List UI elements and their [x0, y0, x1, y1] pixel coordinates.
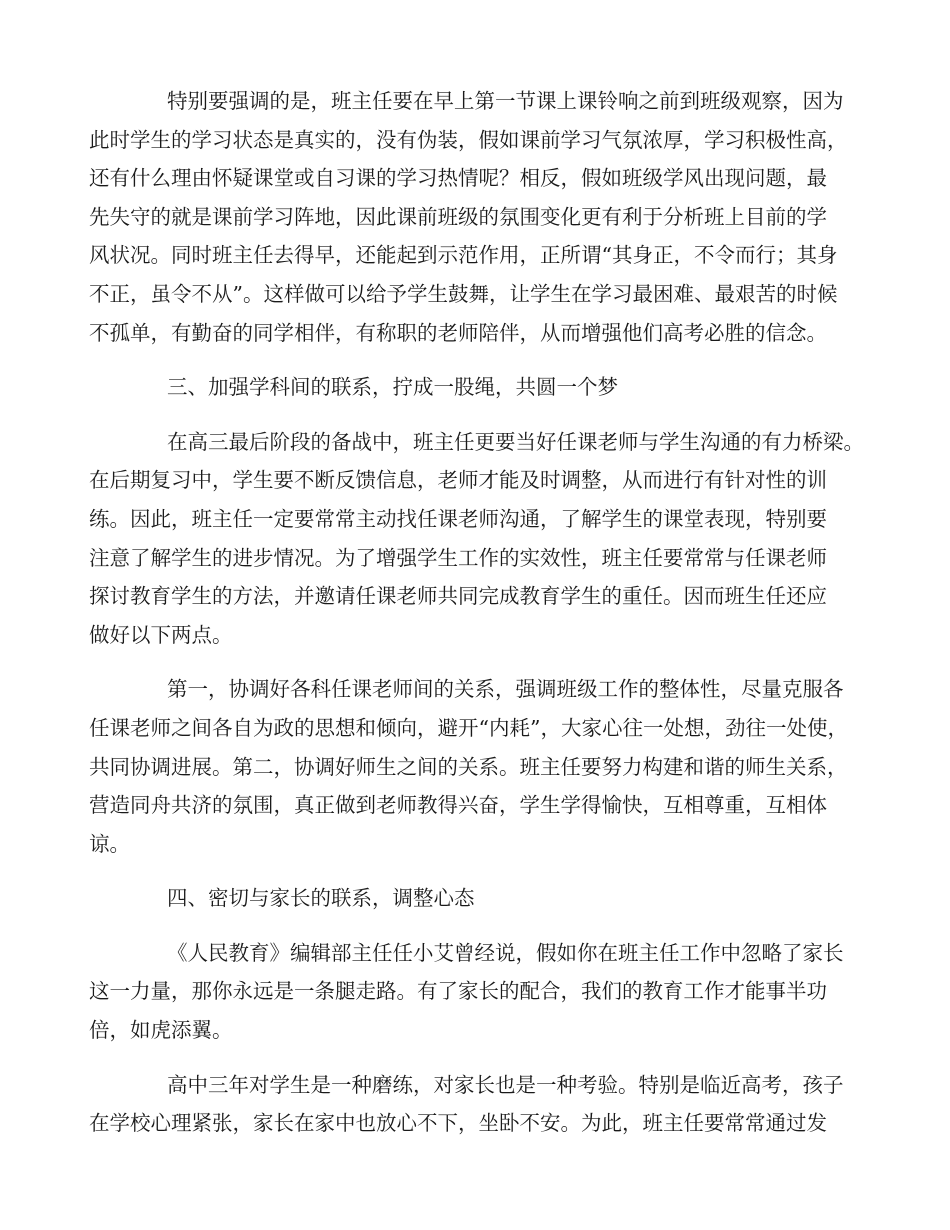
section-heading-three: [89, 368, 869, 407]
paragraph-line: 风状况。同时班主任去得早，还能起到示范作用，正所谓“其身正，不令而行；其身: [89, 243, 838, 268]
paragraph-line: 倍，如虎添翼。: [89, 1018, 233, 1043]
paragraph-line: 注意了解学生的进步情况。为了增强学生工作的实效性，班主任要常常与任课老师: [89, 545, 827, 570]
document-body: [89, 82, 869, 1143]
paragraph-gap: [89, 918, 869, 934]
section-heading: 四、密切与家长的联系，调整心态: [167, 886, 475, 911]
paragraph-line: 做好以下两点。: [89, 622, 233, 647]
paragraph-bridge: [89, 423, 869, 655]
paragraph-line: 此时学生的学习状态是真实的，没有伪装，假如课前学习气氛浓厚，学习积极性高，: [89, 127, 848, 152]
paragraph-line: 营造同舟共济的氛围，真正做到老师教得兴奋，学生学得愉快，互相尊重，互相体: [89, 793, 827, 818]
paragraph-line: 第一，协调好各科任课老师间的关系，强调班级工作的整体性，尽量克服各: [167, 677, 844, 702]
paragraph-line: 《人民教育》编辑部主任任小艾曾经说，假如你在班主任工作中忽略了家长: [167, 940, 844, 965]
paragraph-line: 这一力量，那你永远是一条腿走路。有了家长的配合，我们的教育工作才能事半功: [89, 979, 827, 1004]
section-heading-four: [89, 879, 869, 918]
paragraph-line: 练。因此，班主任一定要常常主动找任课老师沟通，了解学生的课堂表现，特别要: [89, 506, 827, 531]
paragraph-line: 不孤单，有勤奋的同学相伴，有称职的老师陪伴，从而增强他们高考必胜的信念。: [89, 320, 827, 345]
paragraph-line: 先失守的就是课前学习阵地，因此课前班级的氛围变化更有利于分析班上目前的学: [89, 204, 827, 229]
paragraph-line: 在高三最后阶段的备战中，班主任更要当好任课老师与学生沟通的有力桥梁。: [167, 429, 864, 454]
paragraph-gap: [89, 654, 869, 670]
paragraph-line: 特别要强调的是，班主任要在早上第一节课上课铃响之前到班级观察，因为: [167, 89, 844, 113]
paragraph-line: 高中三年对学生是一种磨练，对家长也是一种考验。特别是临近高考，孩子: [167, 1072, 844, 1097]
paragraph-gap: [89, 352, 869, 368]
paragraph-gap: [89, 863, 869, 879]
paragraph-line: 在后期复习中，学生要不断反馈信息，老师才能及时调整，从而进行有针对性的训: [89, 468, 827, 493]
paragraph-line: 不正，虽令不从”。这样做可以给予学生鼓舞，让学生在学习最困难、最艰苦的时候: [89, 281, 838, 306]
section-heading: 三、加强学科间的联系，拧成一股绳，共圆一个梦: [167, 375, 618, 400]
paragraph-observation: [89, 82, 869, 352]
paragraph-line: 在学校心理紧张，家长在家中也放心不下，坐卧不安。为此，班主任要常常通过发: [89, 1111, 827, 1136]
paragraph-three-years: [89, 1066, 869, 1143]
paragraph-line: 探讨教育学生的方法，并邀请任课老师共同完成教育学生的重任。因而班生任还应: [89, 584, 827, 609]
paragraph-line: 谅。: [89, 831, 130, 856]
paragraph-line: 共同协调进展。第二，协调好师生之间的关系。班主任要努力构建和谐的师生关系，: [89, 754, 848, 779]
paragraph-line: 还有什么理由怀疑课堂或自习课的学习热情呢？相反，假如班级学风出现问题，最: [89, 166, 827, 191]
paragraph-line: 任课老师之间各自为政的思想和倾向，避开“内耗”，大家心往一处想，劲往一处使，: [89, 715, 848, 740]
paragraph-gap: [89, 407, 869, 423]
paragraph-coordination: [89, 670, 869, 863]
paragraph-parents-quote: [89, 934, 869, 1050]
paragraph-gap: [89, 1050, 869, 1066]
